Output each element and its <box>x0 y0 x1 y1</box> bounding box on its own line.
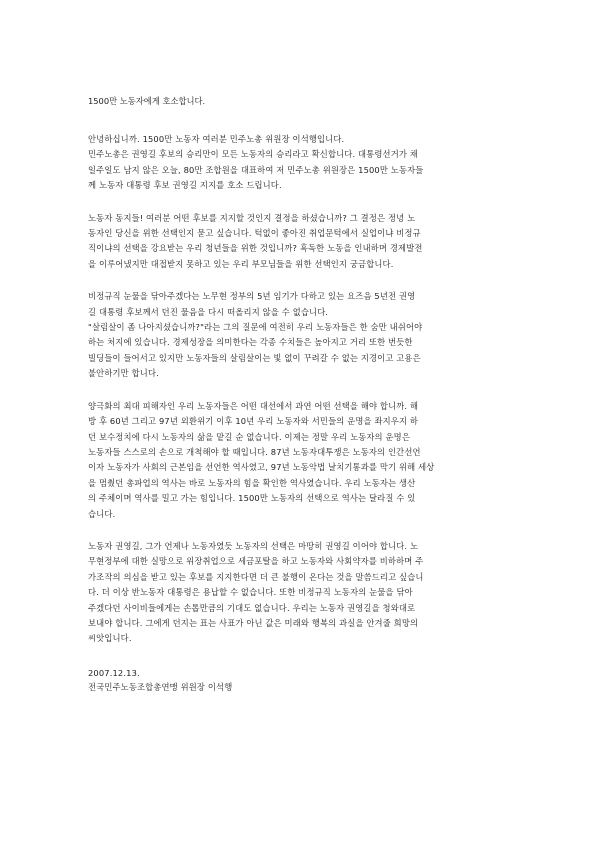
text-line: 을 멈췄던 총파업의 역사는 바로 노동자의 힘을 확인한 역사였습니다. 우리 노동자는 생산 <box>88 477 416 488</box>
text-line: 던 보수정치에 다시 노동자의 삶을 맡길 순 없습니다. 이제는 정말 우리 노동자의 운명은 <box>88 431 411 442</box>
letter-date: 2007.12.13. <box>88 667 140 678</box>
text-line: 방 후 60년 그리고 97년 외환위기 이후 10년 우리 노동자와 서민들의 운명을 좌지우지 하 <box>88 416 419 427</box>
text-line: 직이냐의 선택을 강요받는 우리 청년들을 위한 것입니까? 혹독한 노동을 인내하며 경제발전 <box>88 243 423 254</box>
text-line: 다. 더 이상 반노동자 대통령은 용납할 수 없습니다. 또한 비정규직 노동자의 눈물을 닦아 <box>88 587 413 598</box>
text-line: 씨앗입니다. <box>88 633 132 644</box>
text-line: 의 주체이며 역사를 밀고 가는 힘입니다. 1500만 노동자의 선택으로 역사는 달라질 수 있 <box>88 493 416 504</box>
text-line: 일주일도 남지 않은 오늘, 80만 조합원을 대표하여 저 민주노총 위원장은 1500만 노동자들 <box>88 164 424 175</box>
text-line: 불안하기만 합니다. <box>88 368 159 379</box>
paragraph-candidate <box>88 539 528 647</box>
text-line: 노동자 동지들! 여러분 어떤 후보를 지지할 것인지 결정을 하셨습니까? 그 결정은 정녕 노 <box>88 212 416 223</box>
text-line: 안녕하십니까. 1500만 노동자 여러분 민주노총 위원장 이석행입니다. <box>88 134 345 144</box>
paragraph-polarization <box>88 399 528 522</box>
text-line: 양극화의 최대 피해자인 우리 노동자들은 어떤 대선에서 과연 어떤 선택을 해야 합니까. 해 <box>88 400 419 411</box>
text-line: 노동자들 스스로의 손으로 개척해야 할 때입니다. 87년 노동자대투쟁은 노동자의 인간선언 <box>88 446 421 457</box>
text-line: 을 이루어냈지만 대접받지 못하고 있는 우리 부모님들을 위한 선택인지 궁금합니다. <box>88 258 394 269</box>
text-line: 가조작의 의심을 받고 있는 후보를 지지한다면 더 큰 불행이 온다는 것을 말씀드리고 싶습니 <box>88 571 424 582</box>
paragraph-comrades <box>88 211 528 273</box>
text-line: 민주노총은 권영길 후보의 승리만이 모든 노동자의 승리라고 확신합니다. 대통령선거가 채 <box>88 149 418 160</box>
signature-block <box>88 666 528 694</box>
text-line: 이자 노동자가 사회의 근본임을 선언한 역사였고, 97년 노동악법 날치기통과를 막기 위해 세상 <box>88 462 435 473</box>
text-line: 보내야 합니다. 그에게 던지는 표는 사표가 아닌 값은 미래와 행복의 과실을 안겨줄 희망의 <box>88 617 419 628</box>
text-line: 습니다. <box>88 508 116 519</box>
text-line: 하는 처지에 있습니다. 경제성장을 의미한다는 각종 수치들은 높아지고 거리 또한 번듯한 <box>88 337 413 348</box>
paragraph-irregular-workers <box>88 289 528 381</box>
text-line: 주겠다던 사이비들에게는 손톱만큼의 기대도 없습니다. 우리는 노동자 권영길을 청와대로 <box>88 602 416 613</box>
text-line: 동자인 당신을 위한 선택인지 묻고 싶습니다. 턱없이 좋아진 취업문턱에서 실업이냐 비정규 <box>88 228 421 239</box>
letter-body <box>88 95 528 694</box>
letter-heading: 1500만 노동자에게 호소합니다. <box>88 96 206 106</box>
text-line: 빌딩들이 들어서고 있지만 노동자들의 살림살이는 빛 없이 꾸려갈 수 없는 지경이고 고용은 <box>88 352 421 363</box>
text-line: 노동자 권영길, 그가 언제나 노동자였듯 노동자의 선택은 마땅히 권영길 이어야 합니다. 노 <box>88 540 419 551</box>
text-line: 길 대통령 후보께서 던진 물음을 다시 떠올리지 않을 수 없습니다. <box>88 306 329 317</box>
letter-signature: 전국민주노동조합총연맹 위원장 이석행 <box>88 681 233 692</box>
text-line: 무현정부에 대한 실망으로 위장취업으로 세금포탈을 하고 노동자와 사회약자를 비하하며 주 <box>88 556 424 567</box>
text-line: 비정규직 눈물을 닦아주겠다는 노무현 정부의 5년 임기가 다하고 있는 요즈음 5년전 권영 <box>88 291 416 302</box>
text-line: 께 노동자 대통령 후보 권영길 지지를 호소 드립니다. <box>88 180 282 191</box>
paragraph-greeting <box>88 132 528 194</box>
text-line: "살림살이 좀 나아지셨습니까?"라는 그의 질문에 여전히 우리 노동자들은 한 숨만 내쉬어야 <box>88 322 423 333</box>
